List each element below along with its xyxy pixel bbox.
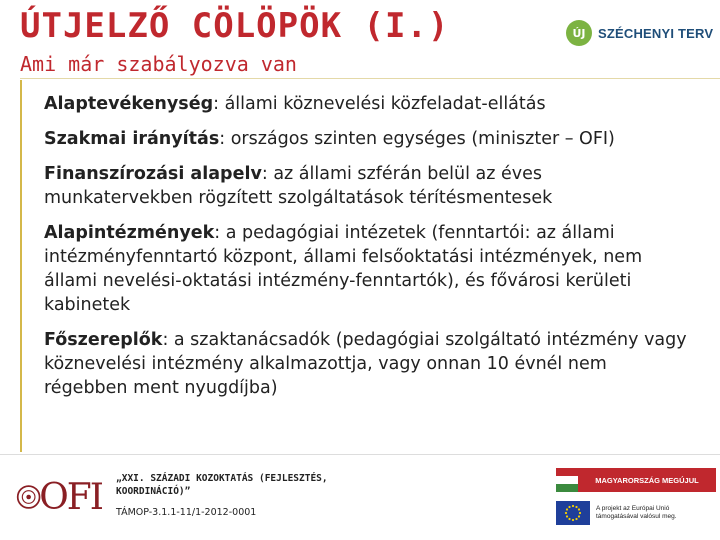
item-term: Finanszírozási alapelv bbox=[44, 164, 262, 184]
item-term: Alapintézmények bbox=[44, 223, 215, 243]
list-item bbox=[44, 127, 694, 151]
ofi-letters: OFI bbox=[39, 476, 102, 518]
magyarorszag-megujul-logo bbox=[556, 468, 716, 492]
szechenyi-badge: ÚJ bbox=[566, 20, 592, 46]
list-item bbox=[44, 92, 694, 116]
list-item bbox=[44, 328, 694, 400]
szechenyi-terv-logo bbox=[566, 18, 713, 48]
list-item bbox=[44, 162, 694, 210]
footer-band bbox=[0, 454, 720, 540]
item-text: : állami köznevelési közfeladat-ellátás bbox=[213, 94, 546, 114]
hungarian-flag-icon bbox=[556, 468, 578, 492]
item-text: : a szaktanácsadók (pedagógiai szolgáltató intézmény vagy köznevelési intézmény alkalmazottja, vagy onnan 10 évnél nem régebben ment nyugdíjba) bbox=[44, 330, 687, 398]
slide-subtitle: Ami már szabályozva van bbox=[20, 52, 297, 76]
header-divider bbox=[20, 78, 720, 79]
eu-text-line-1: A projekt az Európai Unió bbox=[596, 505, 670, 512]
item-text: : a pedagógiai intézetek (fenntartói: az állami intézményfenntartó központ, állami felsőoktatási intézmények, nem állami nevelési-oktatási intézmény-fenntartók), és fővárosi kerületi kabinetek bbox=[44, 223, 643, 315]
item-term: Alaptevékenység bbox=[44, 94, 214, 114]
eu-flag-icon bbox=[556, 501, 590, 525]
mm-logo-text: MAGYARORSZÁG MEGÚJUL bbox=[578, 468, 716, 492]
eu-logo bbox=[556, 500, 716, 526]
ofi-logo bbox=[16, 475, 102, 519]
ofi-emblem-icon bbox=[16, 475, 41, 519]
content-list bbox=[44, 92, 694, 411]
project-code: TÁMOP-3.1.1-11/1-2012-0001 bbox=[116, 507, 257, 518]
szechenyi-text: SZÉCHENYI TERV bbox=[598, 25, 714, 41]
list-item bbox=[44, 221, 694, 317]
eu-support-text bbox=[596, 505, 677, 521]
slide-title: ÚTJELZŐ CÖLÖPÖK (I.) bbox=[20, 6, 450, 46]
item-text: : az állami szférán belül az éves munkatervekben rögzített szolgáltatások térítésmentesek bbox=[44, 164, 553, 208]
content-accent-bar bbox=[20, 80, 22, 452]
item-term: Főszereplők bbox=[44, 330, 163, 350]
eu-text-line-2: támogatásával valósul meg. bbox=[596, 513, 677, 520]
project-title: „XXI. SZÁZADI KOZOKTATÁS (FEJLESZTÉS, KOORDINÁCIÓ)” bbox=[116, 473, 328, 497]
item-text: : országos szinten egységes (miniszter – OFI) bbox=[219, 129, 615, 149]
item-term: Szakmai irányítás bbox=[44, 129, 220, 149]
